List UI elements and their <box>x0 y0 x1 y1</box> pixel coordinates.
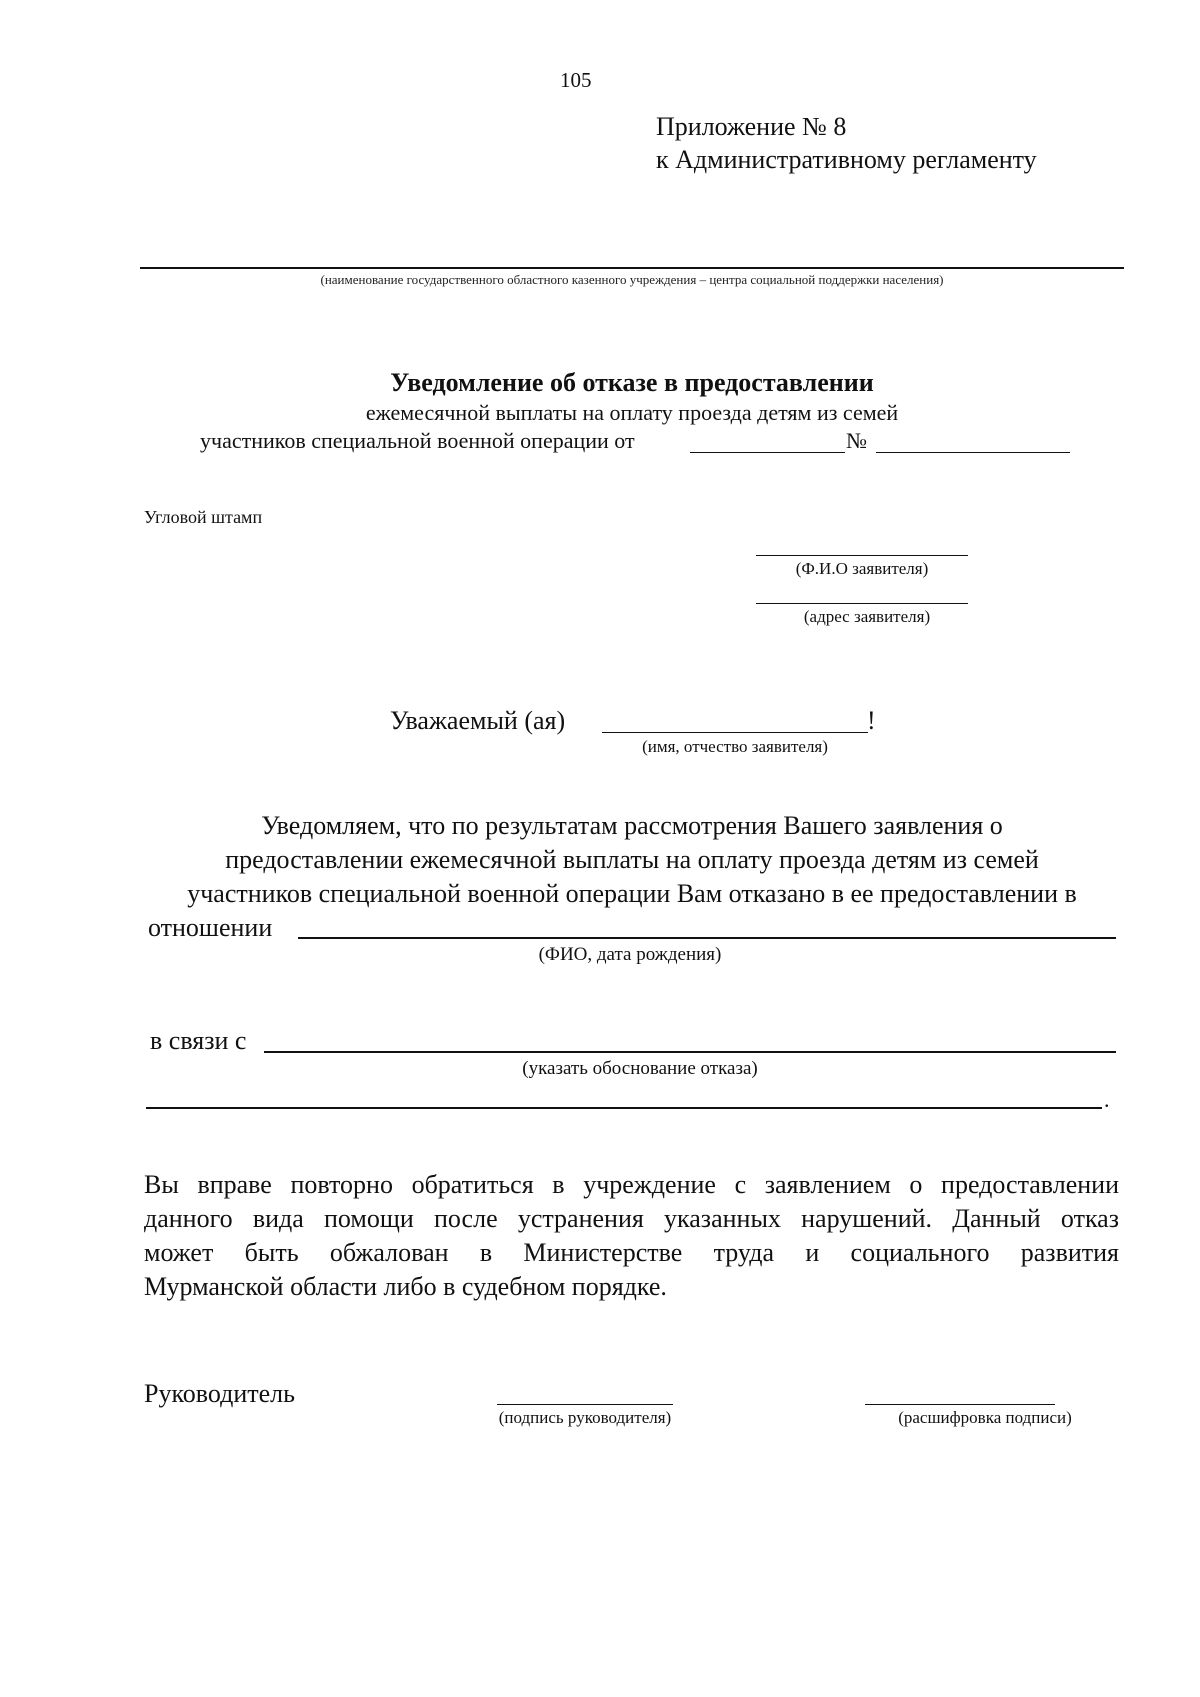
notice-line-3: участников специальной военной операции Вам отказано в ее предоставлении в <box>187 879 1077 908</box>
signature-decode-caption: (расшифровка подписи) <box>898 1408 1072 1427</box>
appendix-subtitle: к Административному регламенту <box>656 145 1037 174</box>
number-sign: № <box>846 428 867 453</box>
person-blank-line <box>298 937 1116 939</box>
notice-subtitle-line2: ежемесячной выплаты на оплату проезда детям из семей <box>365 400 899 425</box>
applicant-name-line <box>756 555 968 556</box>
institution-caption: (наименование государственного областного казенного учреждения – центра социальной поддержки населения) <box>320 272 944 287</box>
appeal-line-4: Мурманской области либо в судебном порядке. <box>144 1272 667 1301</box>
notice-line-2: предоставлении ежемесячной выплаты на оплату проезда детям из семей <box>225 845 1039 874</box>
reason-blank-line <box>264 1051 1116 1053</box>
greeting-exclamation: ! <box>867 706 876 735</box>
number-blank-line <box>876 452 1070 453</box>
appeal-line-3: может быть обжалован в Министерстве труда и социального развития <box>144 1238 1119 1267</box>
applicant-address-line <box>756 603 968 604</box>
page-number: 105 <box>560 68 592 92</box>
notice-line-4-prefix: отношении <box>148 913 273 942</box>
person-caption: (ФИО, дата рождения) <box>538 944 722 965</box>
applicant-address-caption: (адрес заявителя) <box>803 607 931 626</box>
reason-end-mark: . <box>1104 1087 1110 1112</box>
greeting-text: Уважаемый (ая) <box>390 706 566 735</box>
appeal-line-1: Вы вправе повторно обратиться в учреждение с заявлением о предоставлении <box>144 1170 1119 1199</box>
signature-caption: (подпись руководителя) <box>498 1408 672 1427</box>
reason-prefix: в связи с <box>150 1026 247 1055</box>
corner-stamp-label: Угловой штамп <box>144 507 263 527</box>
notice-title: Уведомление об отказе в предоставлении <box>390 368 874 397</box>
greeting-caption: (имя, отчество заявителя) <box>642 737 828 756</box>
applicant-name-caption: (Ф.И.О заявителя) <box>795 559 929 578</box>
signature-line <box>497 1404 673 1405</box>
institution-name-line <box>140 267 1124 269</box>
appendix-title: Приложение № 8 <box>656 112 847 141</box>
date-blank-line <box>690 452 845 453</box>
appeal-line-2: данного вида помощи после устранения указанных нарушений. Данный отказ <box>144 1204 1119 1233</box>
signature-role: Руководитель <box>144 1379 295 1408</box>
signature-decode-line <box>865 1404 1055 1405</box>
reason-caption: (указать обоснование отказа) <box>522 1058 758 1079</box>
greeting-name-line <box>602 732 868 733</box>
notice-line-1: Уведомляем, что по результатам рассмотрения Вашего заявления о <box>261 811 1003 840</box>
notice-subtitle-line3: участников специальной военной операции от <box>200 428 635 453</box>
reason-continuation-line <box>146 1107 1102 1109</box>
